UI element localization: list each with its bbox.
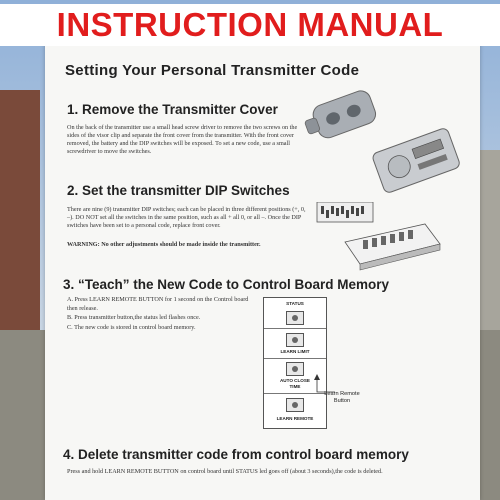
- page-title: Setting Your Personal Transmitter Code: [65, 62, 360, 79]
- section-4-text: Press and hold LEARN REMOTE BUTTON on control board until STATUS led goes off (about 3 seconds),the code is deleted.: [67, 468, 383, 475]
- section-2-title: 2. Set the transmitter DIP Switches: [67, 183, 290, 198]
- status-led: [286, 311, 304, 325]
- learn-limit-button: [286, 333, 304, 347]
- section-3-steps: [67, 296, 257, 333]
- section-4-title: 4. Delete transmitter code from control board memory: [63, 447, 409, 462]
- time-label: TIME: [289, 384, 301, 389]
- auto-close-label: AUTO CLOSE: [279, 378, 311, 383]
- control-board-diagram: [263, 297, 327, 429]
- section-3-title: 3. “Teach” the New Code to Control Board Memory: [63, 277, 390, 292]
- house-left: [0, 90, 40, 340]
- section-1-text: On the back of the transmitter use a small head screw driver to remove the two screws on the sides of the visor clip and separate the front cover from the transmitter. With the front cover removed, the battery and the DIP switches will be exposed. To set a new code, use a small screwdriver to move the switches.: [67, 124, 298, 155]
- status-label: STATUS: [286, 301, 304, 306]
- dip-switch-illustration: [315, 202, 445, 282]
- learn-remote-label: LEARN REMOTE: [276, 416, 314, 421]
- banner-title: INSTRUCTION MANUAL: [0, 4, 500, 46]
- section-1-title: 1. Remove the Transmitter Cover: [67, 102, 278, 117]
- learn-remote-button: [286, 398, 304, 412]
- auto-close-button: [286, 362, 304, 376]
- learn-remote-callout: Learn Remote Button: [324, 391, 360, 404]
- step-a: A. Press LEARN REMOTE BUTTON for 1 second on the Control board then release.: [67, 296, 249, 312]
- step-b: B. Press transmitter button,the status led flashes once.: [67, 314, 201, 321]
- transmitter-illustration: [300, 87, 470, 197]
- learn-limit-label: LEARN LIMIT: [280, 349, 310, 354]
- step-c: C. The new code is stored in control board memory.: [67, 323, 196, 331]
- section-2-text: There are nine (9) transmitter DIP switches; each can be placed in three different positions (+, 0, –). DO NOT set all the switches in the same position, such as all + all 0, or all –. Once the DIP switches have been set to a personal code, replace front cover.: [67, 206, 306, 229]
- manual-page: [45, 42, 480, 500]
- section-2-warning: WARNING: No other adjustments should be made inside the transmitter.: [67, 241, 261, 248]
